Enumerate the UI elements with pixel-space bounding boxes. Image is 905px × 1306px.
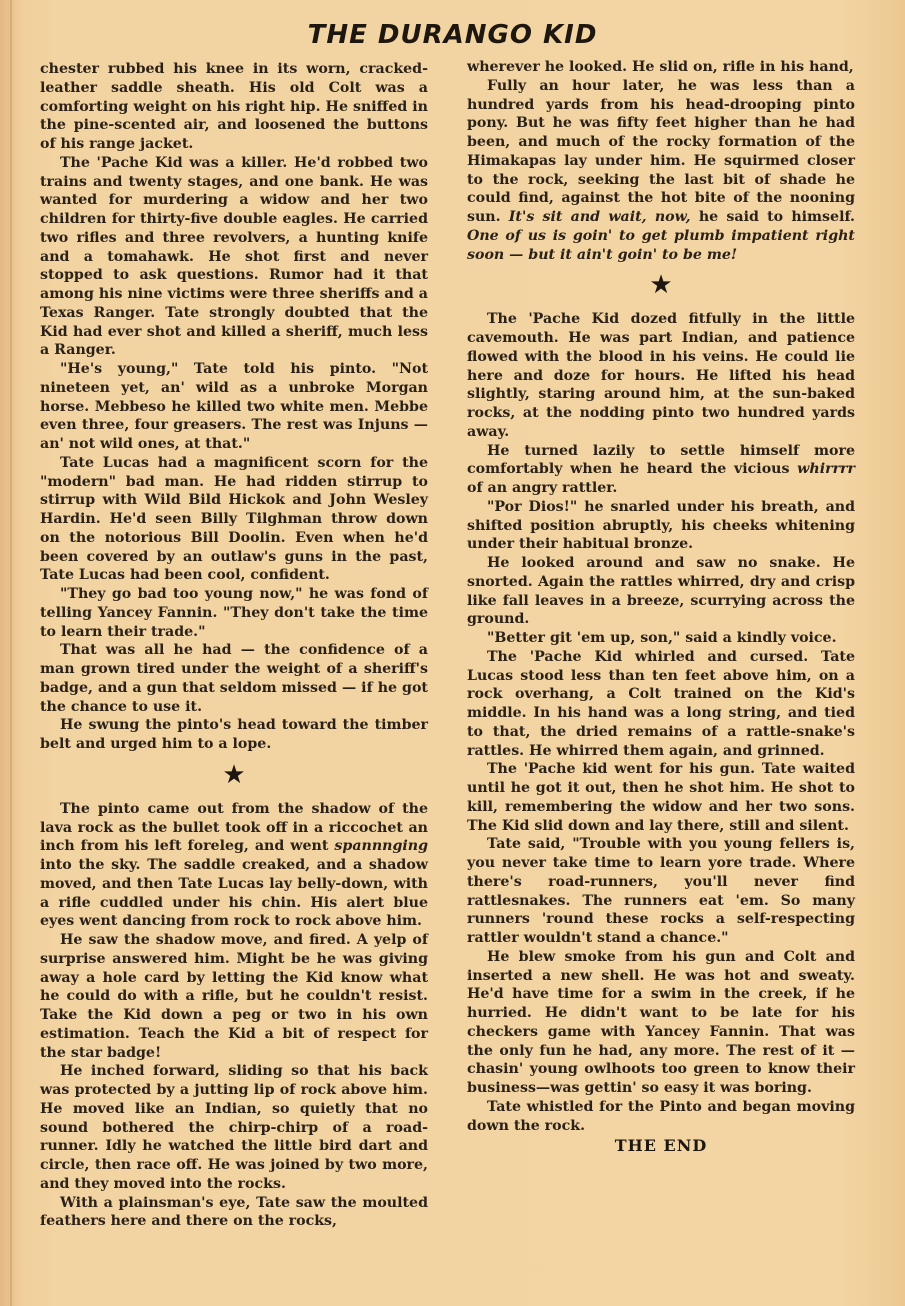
text-run: into the sky. The saddle creaked, and a shadow moved, and then Tate Lucas lay belly-down, with a rifle cuddled under his chin. His alert blue eyes went dancing from rock to rock above him. (40, 857, 428, 930)
page-gutter (10, 0, 12, 1306)
paragraph (467, 442, 855, 498)
paragraph: Tate said, "Trouble with you young fellers is, you never take time to learn yore trade. Where there's road-runners, you'll never find rattlesnakes. The runners eat 'em. So many runners 'round these rocks a self-respecting rattler wouldn't stand a chance." (467, 836, 855, 946)
paragraph: That was all he had — the confidence of a man grown tired under the weight of a sheriff's badge, and a gun that seldom missed — if he got the chance to use it. (40, 642, 428, 715)
paragraph: "Better git 'em up, son," said a kindly voice. (487, 630, 837, 646)
paragraph: "They go bad too young now," he was fond of telling Yancey Fannin. "They don't take the time to learn their trade." (40, 586, 428, 640)
paragraph: The 'Pache Kid whirled and cursed. Tate Lucas stood less than ten feet above him, on a rock overhang, a Colt trained on the Kid's middle. In his hand was a long string, and tied to that, the dried remains of a rattle-snake's rattles. He whirred them again, and grinned. (467, 648, 855, 759)
paragraph (467, 77, 855, 265)
star-divider: ★ (649, 270, 673, 301)
text-run: of an angry rattler. (467, 480, 618, 496)
paragraph: He looked around and saw no snake. He snorted. Again the rattles whirred, dry and crisp like fall leaves in a breeze, scurrying across the ground. (467, 555, 855, 628)
paragraph: "He's young," Tate told his pinto. "Not nineteen yet, an' wild as a unbroke Morgan horse. Mebbeso he killed two white men. Mebbe even three, four greasers. The rest was Injuns — an' not wild ones, at that." (40, 361, 428, 452)
paragraph: Tate whistled for the Pinto and began moving down the rock. (467, 1098, 855, 1134)
paragraph: wherever he looked. He slid on, rifle in his hand, (467, 59, 854, 75)
page-title: THE DURANGO KID (307, 20, 598, 50)
paragraph: The 'Pache Kid was a killer. He'd robbed two trains and twenty stages, and one bank. He was wanted for murdering a widow and her two children for thirty-five double eagles. He carried two rifles and three revolvers, a hunting knife and a tomahawk. He shot first and never stopped to ask questions. Rumor had it that among his nine victims were three sheriffs and a Texas Ranger. Tate strongly doubted that the Kid had ever shot and killed a sheriff, much less a Ranger. (40, 154, 428, 359)
emphasis-text: It's sit and wait, now, (508, 209, 691, 225)
text-run: The pinto came out from the shadow of the lava rock as the bullet took off in a riccochet an inch from his left foreleg, and went (40, 800, 428, 855)
star-divider: ★ (222, 759, 246, 790)
paragraph (40, 800, 428, 931)
paragraph: chester rubbed his knee in its worn, cracked-leather saddle sheath. His old Colt was a comforting weight on his right hip. He sniffed in the pine-scented air, and loosened the buttons of his range jacket. (40, 61, 428, 152)
paragraph: The 'Pache kid went for his gun. Tate waited until he got it out, then he shot him. He shot to kill, remembering the widow and her two sons. The Kid slid down and lay there, still and silent. (467, 761, 855, 834)
the-end-label: THE END (614, 1136, 708, 1156)
paragraph: He swung the pinto's head toward the timber belt and urged him to a lope. (40, 717, 428, 752)
text-run: He turned lazily to settle himself more comfortably when he heard the vicious (467, 442, 855, 478)
emphasis-text: One of us is goin' to get plumb impatient right soon — but it ain't goin' to be me! (467, 227, 855, 263)
right-column (467, 58, 855, 1156)
paragraph: He saw the shadow move, and fired. A yelp of surprise answered him. Might be he was giving away a hole card by letting the Kid know what he could do with a rifle, but he couldn't resist. Take the Kid down a peg or two in his own estimation. Teach the Kid a bit of respect for the star badge! (40, 932, 428, 1061)
text-run: Fully an hour later, he was less than a hundred yards from his head-drooping pinto pony. But he was fifty feet higher than he had been, and much of the rocky formation of the Himakapas lay under him. He squirmed closer to the rock, seeking the last bit of shade he could find, against the hot bite of the nooning sun. (467, 77, 855, 225)
paragraph: He inched forward, sliding so that his back was protected by a jutting lip of rock above him. He moved like an Indian, so quietly that no sound bothered the chirp-chirp of a road-runner. Idly he watched the little bird dart and circle, then race off. He was joined by two more, and they moved into the rocks. (40, 1063, 428, 1192)
paragraph: With a plainsman's eye, Tate saw the moulted feathers here and there on the rocks, (40, 1194, 428, 1230)
paragraph: "Por Dios!" he snarled under his breath, and shifted position abruptly, his cheeks whitening under their habitual bronze. (467, 498, 855, 553)
text-run: he said to himself. (690, 209, 855, 225)
left-column (40, 60, 428, 1231)
paragraph: The 'Pache Kid dozed fitfully in the little cavemouth. He was part Indian, and patience flowed with the blood in his veins. He could lie here and doze for hours. He lifted his head slightly, staring around him, at the sun-baked rocks, at the nodding pinto two hundred yards away. (467, 311, 855, 440)
emphasis-text: whirrrr (797, 461, 855, 478)
paragraph: Tate Lucas had a magnificent scorn for the "modern" bad man. He had ridden stirrup to stirrup with Wild Bild Hickok and John Wesley Hardin. He'd seen Billy Tilghman throw down on the notorious Bill Doolin. Even when he'd been covered by an outlaw's guns in the past, Tate Lucas had been cool, confident. (40, 454, 428, 584)
paragraph: He blew smoke from his gun and Colt and inserted a new shell. He was hot and sweaty. He'd have time for a swim in the creek, if he hurried. He didn't want to be late for his checkers game with Yancey Fannin. That was the only fun he had, any more. The rest of it — chasin' young owlhoots too green to know their business—was gettin' so easy it was boring. (467, 948, 855, 1096)
emphasis-text: spannnging (334, 838, 428, 855)
